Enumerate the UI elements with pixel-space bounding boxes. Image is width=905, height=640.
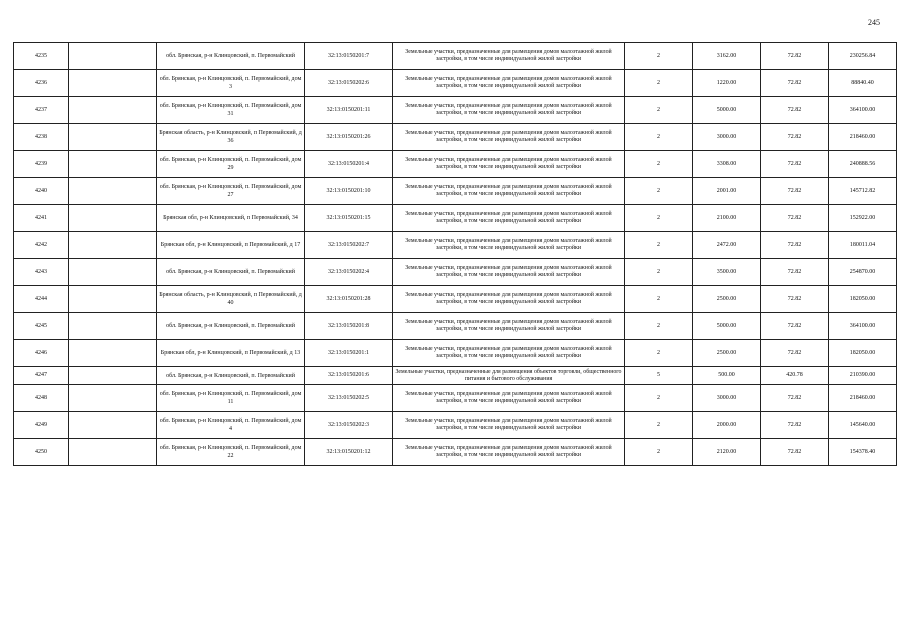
area-cell: 5000.00 [693, 97, 761, 124]
specific-value-cell: 72.82 [761, 70, 829, 97]
use-group-cell: 2 [625, 286, 693, 313]
cadastral-value-cell: 230256.84 [829, 43, 897, 70]
cadastral-value-cell: 154378.40 [829, 439, 897, 466]
address-cell: Брянская область, р-н Клинцовский, п Первомайский, д 40 [157, 286, 305, 313]
area-cell: 1220.00 [693, 70, 761, 97]
blank-cell [69, 232, 157, 259]
use-group-cell: 2 [625, 124, 693, 151]
land-use-cell: Земельные участки, предназначенные для размещения объектов торговли, общественного питания и бытового обслуживания [393, 367, 625, 385]
blank-cell [69, 97, 157, 124]
specific-value-cell: 72.82 [761, 232, 829, 259]
specific-value-cell: 72.82 [761, 151, 829, 178]
table-row [14, 259, 897, 286]
table-row [14, 43, 897, 70]
area-cell: 3500.00 [693, 259, 761, 286]
cadastral-number-cell: 32:13:0150202:6 [305, 70, 393, 97]
table-row [14, 385, 897, 412]
land-use-cell: Земельные участки, предназначенные для размещения домов малоэтажной жилой застройки, в том числе индивидуальной жилой застройки [393, 340, 625, 367]
blank-cell [69, 124, 157, 151]
area-cell: 500.00 [693, 367, 761, 385]
area-cell: 2500.00 [693, 286, 761, 313]
address-cell: обл. Брянская, р-н Клинцовский, п. Первомайский [157, 367, 305, 385]
cadastral-value-cell: 145712.82 [829, 178, 897, 205]
blank-cell [69, 313, 157, 340]
specific-value-cell: 72.82 [761, 178, 829, 205]
land-use-cell: Земельные участки, предназначенные для размещения домов малоэтажной жилой застройки, в том числе индивидуальной жилой застройки [393, 205, 625, 232]
address-cell: обл. Брянская, р-н Клинцовский, п. Первомайский, дом 11 [157, 385, 305, 412]
row-number-cell: 4247 [14, 367, 69, 385]
cadastral-value-cell: 218460.00 [829, 385, 897, 412]
row-number-cell: 4239 [14, 151, 69, 178]
cadastral-value-cell: 240888.56 [829, 151, 897, 178]
use-group-cell: 2 [625, 259, 693, 286]
address-cell: обл. Брянская, р-н Клинцовский, п. Первомайский [157, 43, 305, 70]
cadastral-number-cell: 32:13:0150201:7 [305, 43, 393, 70]
table-row [14, 313, 897, 340]
cadastral-value-cell: 182050.00 [829, 340, 897, 367]
row-number-cell: 4248 [14, 385, 69, 412]
address-cell: Брянская обл, р-н Клинцовский, п Первомайский, д 17 [157, 232, 305, 259]
blank-cell [69, 151, 157, 178]
land-use-cell: Земельные участки, предназначенные для размещения домов малоэтажной жилой застройки, в том числе индивидуальной жилой застройки [393, 70, 625, 97]
cadastral-value-cell: 254870.00 [829, 259, 897, 286]
row-number-cell: 4246 [14, 340, 69, 367]
area-cell: 3162.00 [693, 43, 761, 70]
area-cell: 2001.00 [693, 178, 761, 205]
cadastral-number-cell: 32:13:0150201:12 [305, 439, 393, 466]
cadastral-number-cell: 32:13:0150202:5 [305, 385, 393, 412]
blank-cell [69, 367, 157, 385]
specific-value-cell: 72.82 [761, 259, 829, 286]
blank-cell [69, 439, 157, 466]
row-number-cell: 4235 [14, 43, 69, 70]
table-body [14, 43, 897, 466]
area-cell: 2100.00 [693, 205, 761, 232]
cadastral-value-cell: 88840.40 [829, 70, 897, 97]
cadastral-number-cell: 32:13:0150201:15 [305, 205, 393, 232]
use-group-cell: 5 [625, 367, 693, 385]
area-cell: 3308.00 [693, 151, 761, 178]
row-number-cell: 4238 [14, 124, 69, 151]
cadastral-value-cell: 145640.00 [829, 412, 897, 439]
blank-cell [69, 178, 157, 205]
address-cell: Брянская обл, р-н Клинцовский, п Первомайский, 34 [157, 205, 305, 232]
address-cell: обл. Брянская, р-н Клинцовский, п. Первомайский [157, 313, 305, 340]
blank-cell [69, 286, 157, 313]
use-group-cell: 2 [625, 70, 693, 97]
specific-value-cell: 72.82 [761, 97, 829, 124]
specific-value-cell: 72.82 [761, 439, 829, 466]
table-row [14, 340, 897, 367]
row-number-cell: 4250 [14, 439, 69, 466]
specific-value-cell: 420.78 [761, 367, 829, 385]
area-cell: 3000.00 [693, 124, 761, 151]
use-group-cell: 2 [625, 439, 693, 466]
cadastral-value-cell: 364100.00 [829, 97, 897, 124]
specific-value-cell: 72.82 [761, 43, 829, 70]
row-number-cell: 4241 [14, 205, 69, 232]
area-cell: 2500.00 [693, 340, 761, 367]
area-cell: 2000.00 [693, 412, 761, 439]
area-cell: 2472.00 [693, 232, 761, 259]
cadastral-number-cell: 32:13:0150201:4 [305, 151, 393, 178]
cadastral-number-cell: 32:13:0150201:10 [305, 178, 393, 205]
row-number-cell: 4245 [14, 313, 69, 340]
use-group-cell: 2 [625, 178, 693, 205]
land-use-cell: Земельные участки, предназначенные для размещения домов малоэтажной жилой застройки, в том числе индивидуальной жилой застройки [393, 286, 625, 313]
address-cell: обл. Брянская, р-н Клинцовский, п. Первомайский, дом 31 [157, 97, 305, 124]
land-use-cell: Земельные участки, предназначенные для размещения домов малоэтажной жилой застройки, в том числе индивидуальной жилой застройки [393, 259, 625, 286]
table-row [14, 151, 897, 178]
table-row [14, 412, 897, 439]
row-number-cell: 4249 [14, 412, 69, 439]
area-cell: 2120.00 [693, 439, 761, 466]
land-use-cell: Земельные участки, предназначенные для размещения домов малоэтажной жилой застройки, в том числе индивидуальной жилой застройки [393, 412, 625, 439]
use-group-cell: 2 [625, 412, 693, 439]
blank-cell [69, 43, 157, 70]
table-row [14, 205, 897, 232]
specific-value-cell: 72.82 [761, 385, 829, 412]
cadastral-number-cell: 32:13:0150202:3 [305, 412, 393, 439]
land-use-cell: Земельные участки, предназначенные для размещения домов малоэтажной жилой застройки, в том числе индивидуальной жилой застройки [393, 232, 625, 259]
use-group-cell: 2 [625, 340, 693, 367]
specific-value-cell: 72.82 [761, 286, 829, 313]
cadastral-number-cell: 32:13:0150202:7 [305, 232, 393, 259]
specific-value-cell: 72.82 [761, 313, 829, 340]
specific-value-cell: 72.82 [761, 340, 829, 367]
area-cell: 5000.00 [693, 313, 761, 340]
use-group-cell: 2 [625, 205, 693, 232]
cadastral-number-cell: 32:13:0150201:6 [305, 367, 393, 385]
use-group-cell: 2 [625, 313, 693, 340]
cadastral-number-cell: 32:13:0150202:4 [305, 259, 393, 286]
address-cell: обл. Брянская, р-н Клинцовский, п. Первомайский, дом 3 [157, 70, 305, 97]
use-group-cell: 2 [625, 97, 693, 124]
blank-cell [69, 412, 157, 439]
address-cell: обл. Брянская, р-н Клинцовский, п. Первомайский [157, 259, 305, 286]
land-use-cell: Земельные участки, предназначенные для размещения домов малоэтажной жилой застройки, в том числе индивидуальной жилой застройки [393, 97, 625, 124]
land-use-cell: Земельные участки, предназначенные для размещения домов малоэтажной жилой застройки, в том числе индивидуальной жилой застройки [393, 178, 625, 205]
row-number-cell: 4237 [14, 97, 69, 124]
use-group-cell: 2 [625, 151, 693, 178]
address-cell: Брянская обл, р-н Клинцовский, п Первомайский, д 13 [157, 340, 305, 367]
use-group-cell: 2 [625, 385, 693, 412]
use-group-cell: 2 [625, 232, 693, 259]
land-use-cell: Земельные участки, предназначенные для размещения домов малоэтажной жилой застройки, в том числе индивидуальной жилой застройки [393, 43, 625, 70]
table-row [14, 232, 897, 259]
address-cell: обл. Брянская, р-н Клинцовский, п. Первомайский, дом 4 [157, 412, 305, 439]
land-use-cell: Земельные участки, предназначенные для размещения домов малоэтажной жилой застройки, в том числе индивидуальной жилой застройки [393, 313, 625, 340]
address-cell: обл. Брянская, р-н Клинцовский, п. Первомайский, дом 27 [157, 178, 305, 205]
specific-value-cell: 72.82 [761, 124, 829, 151]
table-row [14, 367, 897, 385]
address-cell: обл. Брянская, р-н Клинцовский, п. Первомайский, дом 29 [157, 151, 305, 178]
row-number-cell: 4242 [14, 232, 69, 259]
cadastral-value-cell: 210390.00 [829, 367, 897, 385]
page-number: 245 [868, 18, 880, 27]
cadastral-value-cell: 180011.04 [829, 232, 897, 259]
blank-cell [69, 205, 157, 232]
address-cell: обл. Брянская, р-н Клинцовский, п. Первомайский, дом 22 [157, 439, 305, 466]
cadastral-number-cell: 32:13:0150201:11 [305, 97, 393, 124]
cadastral-number-cell: 32:13:0150201:8 [305, 313, 393, 340]
table-row [14, 70, 897, 97]
specific-value-cell: 72.82 [761, 412, 829, 439]
cadastral-value-cell: 364100.00 [829, 313, 897, 340]
land-use-cell: Земельные участки, предназначенные для размещения домов малоэтажной жилой застройки, в том числе индивидуальной жилой застройки [393, 151, 625, 178]
land-use-cell: Земельные участки, предназначенные для размещения домов малоэтажной жилой застройки, в том числе индивидуальной жилой застройки [393, 439, 625, 466]
land-use-cell: Земельные участки, предназначенные для размещения домов малоэтажной жилой застройки, в том числе индивидуальной жилой застройки [393, 385, 625, 412]
cadastral-number-cell: 32:13:0150201:1 [305, 340, 393, 367]
cadastral-value-table [13, 42, 897, 466]
area-cell: 3000.00 [693, 385, 761, 412]
blank-cell [69, 259, 157, 286]
address-cell: Брянская область, р-н Клинцовский, п Первомайский, д 36 [157, 124, 305, 151]
use-group-cell: 2 [625, 43, 693, 70]
table-row [14, 286, 897, 313]
blank-cell [69, 340, 157, 367]
cadastral-value-cell: 152922.00 [829, 205, 897, 232]
cadastral-value-cell: 182050.00 [829, 286, 897, 313]
cadastral-number-cell: 32:13:0150201:28 [305, 286, 393, 313]
table-row [14, 97, 897, 124]
specific-value-cell: 72.82 [761, 205, 829, 232]
land-use-cell: Земельные участки, предназначенные для размещения домов малоэтажной жилой застройки, в том числе индивидуальной жилой застройки [393, 124, 625, 151]
table-row [14, 439, 897, 466]
row-number-cell: 4236 [14, 70, 69, 97]
cadastral-number-cell: 32:13:0150201:26 [305, 124, 393, 151]
blank-cell [69, 385, 157, 412]
cadastral-value-cell: 218460.00 [829, 124, 897, 151]
table-row [14, 124, 897, 151]
blank-cell [69, 70, 157, 97]
table-row [14, 178, 897, 205]
row-number-cell: 4244 [14, 286, 69, 313]
row-number-cell: 4240 [14, 178, 69, 205]
row-number-cell: 4243 [14, 259, 69, 286]
